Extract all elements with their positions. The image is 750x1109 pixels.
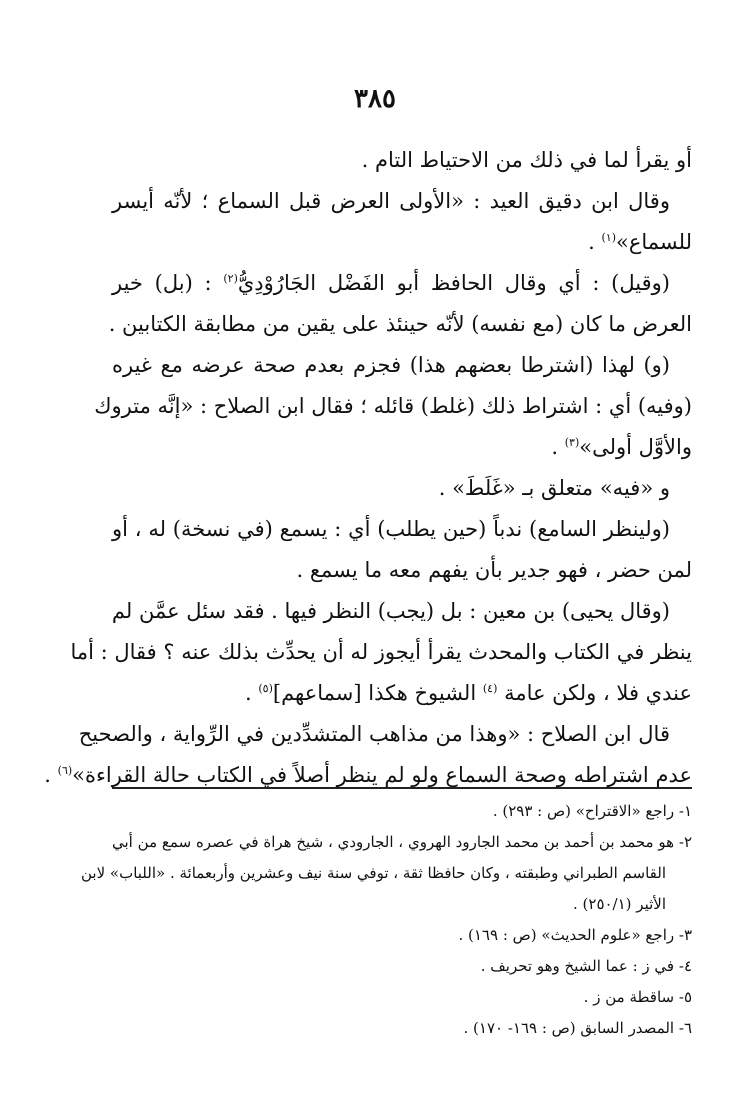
- text-segment: و «فيه» متعلق بـ «غَلَطَ» .: [438, 476, 670, 500]
- text-line-15: [78, 714, 692, 755]
- text-segment: (وفيه) أي : اشتراط ذلك (غلط) قائله ؛ فقال ابن الصلاح : «إنَّه متروك: [94, 394, 692, 418]
- text-segment: ينظر في الكتاب والمحدث يقرأ أيجوز له أن يحدِّث بذلك عنه ؟ فقال : أما: [70, 640, 692, 664]
- text-segment: والأوَّل أولى»: [579, 435, 692, 459]
- text-segment: .: [588, 230, 595, 254]
- text-line-7: [94, 386, 692, 427]
- footnote-1: ١- راجع «الاقتراح» (ص : ٢٩٣) .: [492, 802, 692, 820]
- text-segment: لمن حضر ، فهو جدير بأن يفهم معه ما يسمع .: [296, 558, 692, 582]
- text-segment: وقال ابن دقيق العيد : «الأولى العرض قبل السماع ؛ لأنّه أيسر: [112, 189, 670, 213]
- footnote-marker-6: (٦): [57, 764, 73, 777]
- text-segment: الشيوخ هكذا [سماعهم]: [272, 681, 477, 705]
- text-segment: العرض ما كان (مع نفسه) لأنّه حينئذ على يقين من مطابقة الكتابين .: [108, 312, 692, 336]
- text-segment: (و) لهذا (اشترطا بعضهم هذا) فجزم بعدم صحة عرضه مع غيره: [112, 353, 670, 377]
- footnote-6: ٦- المصدر السابق (ص : ١٦٩- ١٧٠) .: [463, 1019, 692, 1037]
- main-text: [44, 140, 692, 796]
- text-segment: عندي فلا ، ولكن عامة: [504, 681, 692, 705]
- text-line-10: [112, 509, 692, 550]
- text-segment: (وقال يحيى) بن معين : بل (يجب) النظر فيها . فقد سئل عمَّن لم: [111, 599, 670, 623]
- footnote-marker-5: (٥): [258, 682, 273, 695]
- text-segment: قال ابن الصلاح : «وهذا من مذاهب المتشدِّدين في الرِّواية ، والصحيح: [78, 722, 670, 746]
- footnote-marker-1: (١): [601, 231, 616, 244]
- footnote-marker-4: (٤): [482, 682, 498, 695]
- text-segment: .: [244, 681, 252, 705]
- text-line-9: [112, 468, 692, 509]
- text-line-12: [112, 591, 692, 632]
- footnote-2-continued: القاسم الطبراني وطبقته ، وكان حافظا ثقة ، توفي سنة نيف وعشرين وأربعمائة . «اللباب» لابن: [81, 864, 666, 882]
- text-line-4: [112, 263, 692, 304]
- text-segment: .: [44, 763, 51, 787]
- footnote-5: ٥- ساقطة من ز .: [583, 988, 692, 1006]
- text-segment: (ولينظر السامع) ندباً (حين يطلب) أي : يسمع (في نسخة) له ، أو: [112, 517, 670, 541]
- footnote-4: ٤- في ز : عما الشيخ وهو تحريف .: [480, 957, 692, 975]
- text-line-1: [112, 140, 692, 181]
- text-line-5: [108, 304, 692, 345]
- text-line-14: [112, 673, 692, 714]
- footnote-divider: [112, 787, 692, 789]
- footnote-2-continued: الأثير (٢٥٠/١) .: [573, 895, 666, 913]
- text-segment: للسماع»: [615, 230, 692, 254]
- page-number: ٣٨٥: [354, 84, 396, 114]
- text-line-11: [112, 550, 692, 591]
- footnotes: [81, 796, 692, 1044]
- text-line-2: [112, 181, 692, 222]
- text-line-13: [70, 632, 692, 673]
- footnote-marker-2: (٢): [223, 272, 238, 285]
- text-segment: .: [551, 435, 559, 459]
- text-line-8: [112, 427, 692, 468]
- text-line-6: [112, 345, 692, 386]
- text-segment: أو يقرأ لما في ذلك من الاحتياط التام .: [361, 148, 692, 172]
- text-segment: عدم اشتراطه وصحة السماع ولو لم ينظر أصلاً في الكتاب حالة القراءة»: [72, 763, 692, 787]
- text-segment: : (بل) خير: [112, 271, 212, 295]
- footnote-2: ٢- هو محمد بن أحمد بن محمد الجارود الهروي ، الجارودي ، شيخ هراة في عصره سمع من أبي: [112, 833, 692, 851]
- text-segment: (وقيل) : أي وقال الحافظ أبو الفَضْل الجَارُوْدِيُّ: [237, 271, 670, 295]
- footnote-3: ٣- راجع «علوم الحديث» (ص : ١٦٩) .: [458, 926, 692, 944]
- text-line-3: [112, 222, 692, 263]
- text-line-16: [44, 755, 692, 796]
- footnote-marker-3: (٣): [564, 436, 580, 449]
